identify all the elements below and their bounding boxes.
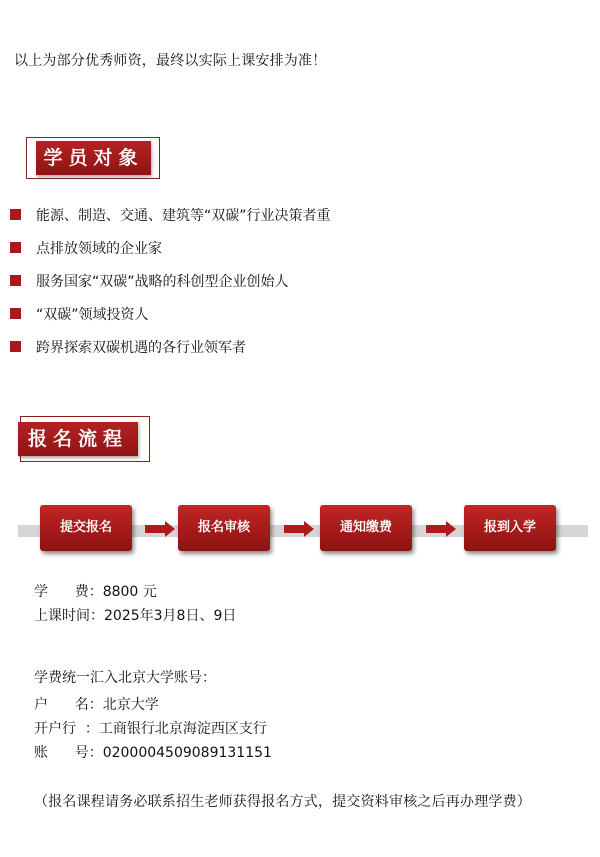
account-bank-line: 开户行 ：工商银行北京海淀西区支行 — [34, 721, 267, 737]
section-title-process: 报名流程 — [18, 422, 138, 456]
bullet-square-icon — [10, 341, 21, 352]
bullet-square-icon — [10, 308, 21, 319]
process-flow — [18, 505, 588, 565]
step-submit: 提交报名 — [40, 505, 132, 551]
account-holder-line: 户 名：北京大学 — [34, 697, 159, 713]
section-header-process — [16, 414, 166, 464]
bullet-square-icon — [10, 275, 21, 286]
section-header-audience — [20, 137, 170, 183]
intro-text: 以上为部分优秀师资，最终以实际上课安排为准！ — [14, 53, 327, 69]
section-title-audience: 学员对象 — [36, 141, 151, 175]
step-review: 报名审核 — [178, 505, 270, 551]
bullet-square-icon — [10, 209, 21, 220]
fee-line: 学 费：8800 元 — [34, 584, 157, 600]
bullet-square-icon — [10, 242, 21, 253]
account-heading: 学费统一汇入北京大学账号： — [34, 670, 216, 686]
class-time-line: 上课时间：2025年3月8日、9日 — [34, 608, 237, 624]
step-payment: 通知缴费 — [320, 505, 412, 551]
enrollment-note: （报名课程请务必联系招生老师获得报名方式，提交资料审核之后再办理学费） — [34, 794, 531, 810]
step-enroll: 报到入学 — [464, 505, 556, 551]
account-number-line: 账 号：0200004509089131151 — [34, 745, 272, 761]
